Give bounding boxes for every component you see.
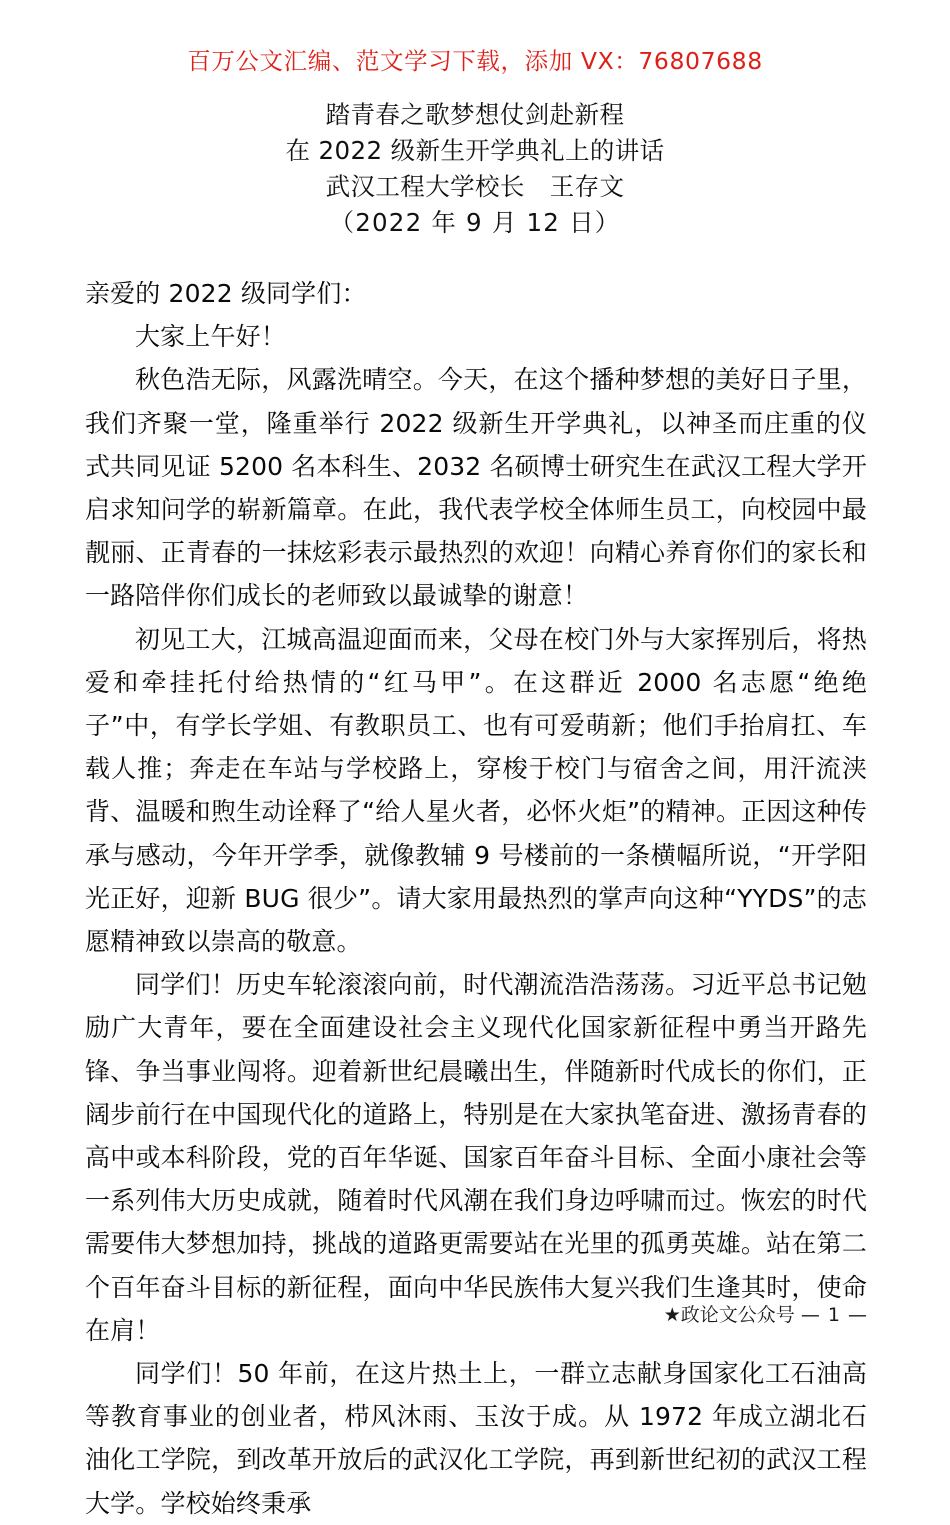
page-footer [0, 1300, 950, 1327]
promo-banner: 百万公文汇编、范文学习下载，添加 VX：76807688 [187, 47, 763, 75]
page-number: — 1 — [800, 1304, 868, 1326]
document-author: 武汉工程大学校长 王存文 [325, 172, 625, 201]
paragraph-3: 同学们！历史车轮滚滚向前，时代潮流浩浩荡荡。习近平总书记勉励广大青年，要在全面建设社会主义现代化国家新征程中勇当开路先锋、争当事业闯将。迎着新世纪晨曦出生，伴随新时代成长的你们，正阔步前行在中国现代化的道路上，特别是在大家执笔奋进、激扬青春的高中或本科阶段，党的百年华诞、国家百年奋斗目标、全面小康社会等一系列伟大历史成就，随着时代风潮在我们身边呼啸而过。恢宏的时代需要伟大梦想加持，挑战的道路更需要站在光里的孤勇英雄。站在第二个百年奋斗目标的新征程，面向中华民族伟大复兴我们生逢其时，使命在肩！ [85, 970, 867, 1345]
paragraph-4: 同学们！50 年前，在这片热土上，一群立志献身国家化工石油高等教育事业的创业者，栉风沐雨、玉汝于成。从 1972 年成立湖北石油化工学院，到改革开放后的武汉化工学院，再到新世纪初的武汉工程大学。学校始终秉承 [85, 1359, 867, 1518]
paragraph-2: 初见工大，江城高温迎面而来，父母在校门外与大家挥别后，将热爱和牵挂托付给热情的“红马甲”。在这群近 2000 名志愿“绝绝子”中，有学长学姐、有教职员工、也有可爱萌新；他们手抬肩扛、车载人推；奔走在车站与学校路上，穿梭于校门与宿舍之间，用汗流浃背、温暖和煦生动诠释了“给人星火者，必怀火炬”的精神。正因这种传承与感动，今年开学季，就像教辅 9 号楼前的一条横幅所说，“开学阳光正好，迎新 BUG 很少”。请大家用最热烈的掌声向这种“YYDS”的志愿精神致以崇高的敬意。 [85, 624, 867, 957]
paragraph-greeting: 大家上午好！ [135, 322, 286, 352]
document-title-main: 踏青春之歌梦想仗剑赴新程 [325, 100, 625, 129]
paragraph-salutation: 亲爱的 2022 级同学们： [85, 279, 367, 308]
document-body [85, 272, 867, 1525]
paragraph-1: 秋色浩无际，风露洗晴空。今天，在这个播种梦想的美好日子里，我们齐聚一堂，隆重举行 2022 级新生开学典礼，以神圣而庄重的仪式共同见证 5200 名本科生、2032 名硕博士研究生在武汉工程大学开启求知问学的崭新篇章。在此，我代表学校全体师生员工，向校园中最靓丽、正青春的一抹炫彩表示最热烈的欢迎！向精心养育你们的家长和一路陪伴你们成长的老师致以最诚挚的谢意！ [85, 365, 867, 611]
document-date: （2022 年 9 月 12 日） [329, 208, 621, 237]
footer-watermark: ★政论文公众号 [663, 1304, 795, 1326]
title-block [0, 97, 950, 241]
document-title-subtitle: 在 2022 级新生开学典礼上的讲话 [285, 136, 665, 165]
